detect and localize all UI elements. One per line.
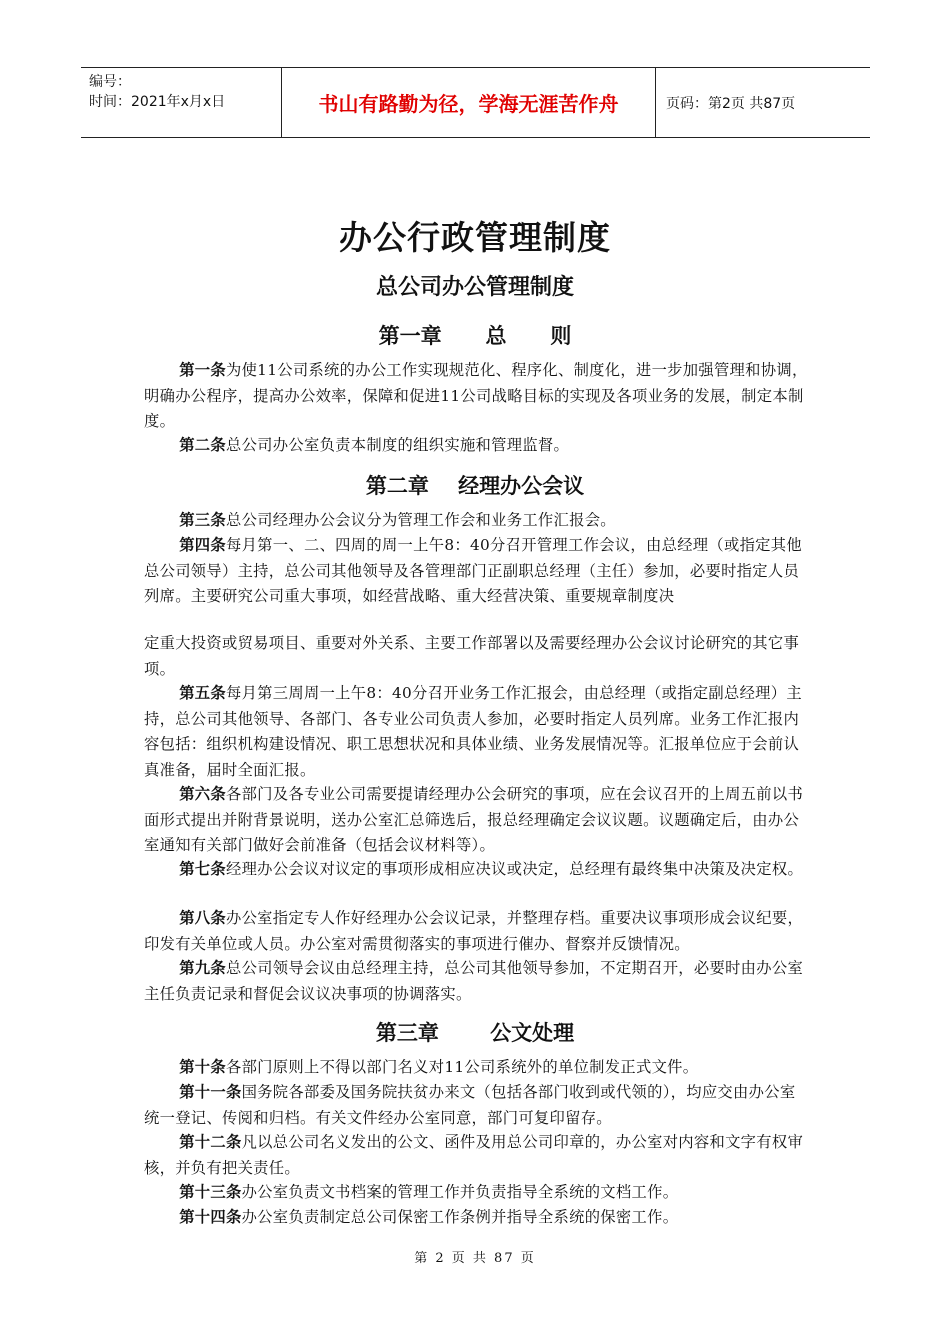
article-label: 第三条 bbox=[179, 511, 226, 529]
article-text: 每月第一、二、四周的周一上午8：40分召开管理工作会议，由总经理（或指定其他总公司领导）主持，总公司其他领导及各管理部门正副职总经理（主任）参加，必要时指定人员列席。主要研究公司重大事项，如经营战略、重大经营决策、重要规章制度决 bbox=[144, 536, 802, 606]
article-label: 第六条 bbox=[179, 785, 226, 803]
article-text: 办公室指定专人作好经理办公会议记录，并整理存档。重要决议事项形成会议纪要，印发有关单位或人员。办公室对需贯彻落实的事项进行催办、督察并反馈情况。 bbox=[144, 909, 804, 953]
article-label: 第八条 bbox=[179, 909, 226, 927]
document-subtitle: 总公司办公管理制度 bbox=[375, 275, 574, 300]
article-paragraph bbox=[144, 1205, 808, 1231]
article-paragraph bbox=[144, 1130, 808, 1181]
article-text: 总公司经理办公会议分为管理工作会和业务工作汇报会。 bbox=[225, 511, 616, 529]
article-text: 办公室负责文书档案的管理工作并负责指导全系统的文档工作。 bbox=[241, 1183, 679, 1201]
document-title: 办公行政管理制度 bbox=[339, 218, 611, 257]
article-paragraph bbox=[144, 533, 808, 610]
chapter-heading: 第二章 经理办公会议 bbox=[365, 474, 585, 498]
article-text: 国务院各部委及国务院扶贫办来文（包括各部门收到或代领的），均应交由办公室统一登记、传阅和归档。有关文件经办公室同意，部门可复印留存。 bbox=[144, 1083, 796, 1127]
article-label: 第七条 bbox=[179, 860, 226, 878]
chapter-heading: 第三章 公文处理 bbox=[375, 1021, 575, 1045]
page-footer: 第 2 页 共 87 页 bbox=[414, 1251, 536, 1266]
article-label: 第十四条 bbox=[179, 1208, 242, 1226]
article-text: 各部门原则上不得以部门名义对11公司系统外的单位制发正式文件。 bbox=[225, 1058, 699, 1076]
article-paragraph bbox=[144, 906, 808, 957]
header-motto: 书山有路勤为径，学海无涯苦作舟 bbox=[281, 68, 656, 137]
article-label: 第一条 bbox=[179, 361, 226, 379]
page-header bbox=[81, 67, 870, 138]
article-text: 办公室负责制定总公司保密工作条例并指导全系统的保密工作。 bbox=[241, 1208, 679, 1226]
article-text: 总公司领导会议由总经理主持，总公司其他领导参加，不定期召开，必要时由办公室主任负责记录和督促会议议决事项的协调落实。 bbox=[144, 959, 804, 1003]
article-paragraph bbox=[144, 1180, 808, 1206]
article-label: 第二条 bbox=[179, 436, 226, 454]
article-label: 第十条 bbox=[179, 1058, 226, 1076]
article-paragraph bbox=[144, 433, 808, 459]
header-page-info: 页码：第2页 共87页 bbox=[666, 95, 796, 112]
article-paragraph bbox=[144, 681, 808, 783]
article-text: 各部门及各专业公司需要提请经理办公会研究的事项，应在会议召开的上周五前以书面形式提出并附背景说明，送办公室汇总筛选后，报总经理确定会议议题。议题确定后，由办公室通知有关部门做好会前准备（包括会议材料等）。 bbox=[144, 785, 804, 855]
article-paragraph bbox=[144, 956, 808, 1007]
article-text: 为使11公司系统的办公工作实现规范化、程序化、制度化，进一步加强管理和协调，明确办公程序，提高办公效率，保障和促进11公司战略目标的实现及各项业务的发展，制定本制度。 bbox=[144, 361, 808, 431]
article-paragraph bbox=[144, 358, 808, 435]
article-paragraph bbox=[144, 857, 808, 883]
chapter-heading: 第一章 总 则 bbox=[378, 324, 572, 348]
article-text: 经理办公会议对议定的事项形成相应决议或决定，总经理有最终集中决策及决定权。 bbox=[225, 860, 804, 878]
article-text: 总公司办公室负责本制度的组织实施和管理监督。 bbox=[225, 436, 570, 454]
article-label: 第十二条 bbox=[179, 1133, 242, 1151]
document-number-label: 编号： bbox=[89, 74, 131, 90]
article-label: 第九条 bbox=[179, 959, 226, 977]
article-text: 定重大投资或贸易项目、重要对外关系、主要工作部署以及需要经理办公会议讨论研究的其它事项。 bbox=[144, 634, 800, 678]
article-paragraph bbox=[144, 782, 808, 859]
article-label: 第十三条 bbox=[179, 1183, 242, 1201]
article-text: 每月第三周周一上午8：40分召开业务工作汇报会，由总经理（或指定副总经理）主持，总公司其他领导、各部门、各专业公司负责人参加，必要时指定人员列席。业务工作汇报内容包括：组织机构建设情况、职工思想状况和具体业绩、业务发展情况等。汇报单位应于会前认真准备，届时全面汇报。 bbox=[144, 684, 802, 779]
article-paragraph bbox=[144, 631, 808, 682]
header-meta bbox=[81, 68, 281, 137]
document-time-label: 时间：2021年x月x日 bbox=[89, 94, 226, 110]
article-label: 第四条 bbox=[179, 536, 226, 554]
article-paragraph bbox=[144, 1055, 808, 1081]
article-paragraph bbox=[144, 508, 808, 534]
article-label: 第十一条 bbox=[179, 1083, 242, 1101]
article-label: 第五条 bbox=[179, 684, 226, 702]
article-text: 凡以总公司名义发出的公文、函件及用总公司印章的，办公室对内容和文字有权审核，并负有把关责任。 bbox=[144, 1133, 804, 1177]
article-paragraph bbox=[144, 1080, 808, 1131]
